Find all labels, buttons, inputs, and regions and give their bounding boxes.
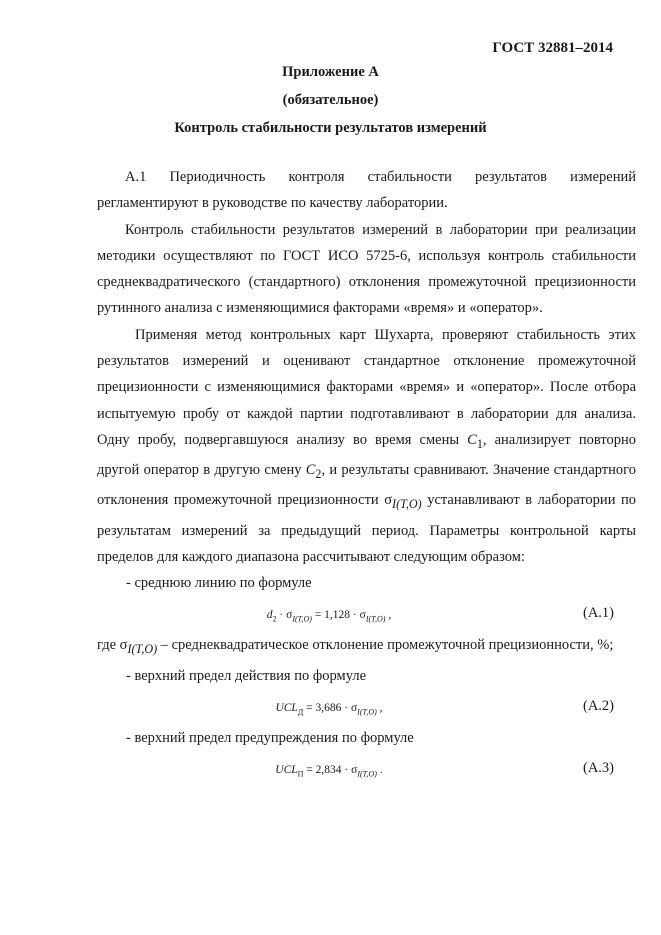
- formula-a2-expression: $UCL_Д = 3,686 \cdot \sigma_{I(T,O)}$ ,: [275, 701, 383, 717]
- paragraph-shewhart: [97, 322, 636, 570]
- paragraph-shewhart-part-2: , анализирует повторно другой оператор в другую смену: [97, 431, 636, 479]
- shift-c2: C: [305, 462, 316, 479]
- shift-c1: C: [467, 431, 477, 448]
- formula-a1: [97, 600, 636, 626]
- formula-a3-expression: $UCL_П = 2,834 \cdot \sigma_{I(T,O)}$ .: [275, 764, 383, 779]
- item-upper-warning-limit: - верхний предел предупреждения по формуле: [126, 729, 414, 746]
- item-upper-action-limit: - верхний предел действия по формуле: [126, 667, 367, 684]
- formula-a1-expression: $d_2 \cdot \sigma_{I(T,O)} = 1,128 \cdot \sigma_{I(T,O)}$ ,: [266, 609, 392, 624]
- paragraph-control: Контроль стабильности результатов измерений в лаборатории при реализации методики осуществляют по ГОСТ ИСО 5725-6, используя контроль стабильности среднеквадратического (стандартного) отклонения промежуточной прецизионности рутинного анализа с изменяющимися факторами «время» и «оператор».: [97, 221, 636, 317]
- formula-a3-number: (А.3): [582, 760, 614, 777]
- formula-a2: [97, 693, 636, 719]
- sigma-index: I(T,O): [392, 497, 422, 512]
- shift-c1-index: 1: [476, 436, 483, 451]
- paragraph-shewhart-part-3: , и результаты сравнивают. Значение стандартного отклонения промежуточной прецизионности σ: [97, 462, 636, 509]
- sigma-definition: где $\sigma_{I(T,O)}$ – среднеквадратическое отклонение промежуточной прецизионности, %;: [97, 637, 614, 657]
- shift-c2-index: 2: [315, 467, 322, 482]
- standard-number: ГОСТ 32881–2014: [492, 40, 613, 56]
- item-center-line: - среднюю линию по формуле: [126, 575, 312, 592]
- document-body: [97, 164, 636, 787]
- section-title: Контроль стабильности результатов измерений: [174, 120, 487, 136]
- formula-a2-number: (А.2): [582, 697, 614, 714]
- formula-a3: [97, 755, 636, 781]
- paragraph-shewhart-part-1: Применяя метод контрольных карт Шухарта, проверяют стабильность этих результатов измерений и оценивают стандартное отклонение промежуточной прецизионности с изменяющимися факторами «время» и «оператор». После отбора испытуемую пробу от каждой партии подготавливают в лаборатории для анализа. Одну пробу, подвергавшуюся анализу во время смены: [97, 326, 636, 448]
- paragraph-a1: А.1 Периодичность контроля стабильности результатов измерений регламентируют в руководстве по качеству лаборатории.: [97, 169, 636, 212]
- annex-status: (обязательное): [282, 92, 379, 108]
- formula-a1-number: (А.1): [582, 605, 614, 622]
- paragraph-shewhart-part-4: устанавливают в лаборатории по результатам измерений за предыдущий период. Параметры контрольной карты пределов для каждого диапазона рассчитывают следующим образом:: [97, 492, 636, 565]
- annex-title: Приложение А: [282, 64, 379, 80]
